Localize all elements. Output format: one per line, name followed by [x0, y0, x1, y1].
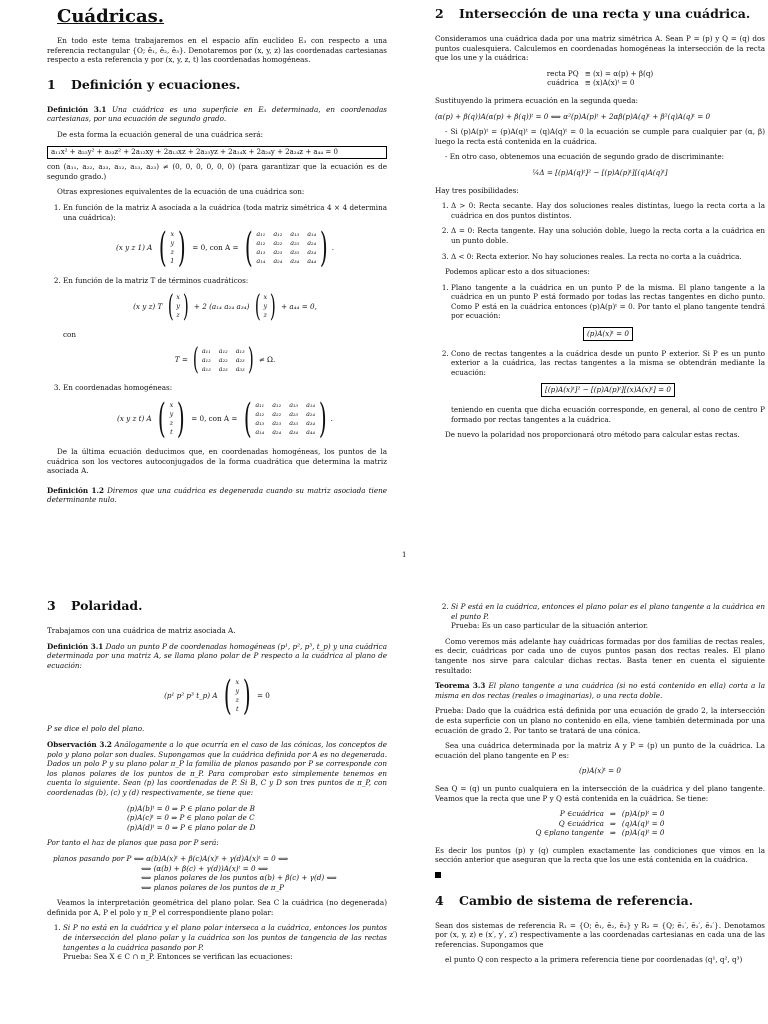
observation-3-2: Observación 3.2 Análogamente a lo que ocurría en el caso de las cónicas, los conceptos de polo y plano polar son duales. Supongamos que la cuádrica definida por A es no degenerada. Dados un polo P y su plano polar π_P la familia de planos pasando por P se corresponde con los planos polares de los puntos de π_P. Para comprobar esto simplemente tenemos en cuenta lo siguiente. Sean (p) las coordenadas de P. Si B, C y D son tres puntos de π_P, con coordenadas (b), (c) y (d) respectivamente, se tiene que:: [47, 739, 387, 797]
column-vector-entry: x: [176, 293, 180, 302]
column-vector: [170, 230, 174, 266]
column-vector-entry: z: [235, 696, 239, 705]
column-vector: [235, 678, 239, 714]
column-vector-entry: 1: [170, 257, 175, 266]
definition-1-2: Definición 1.2 Diremos que una cuádrica es degenerada cuando su matriz asociada tiene determinante nulo.: [47, 485, 387, 505]
equation-forms-list: [47, 202, 387, 442]
column-vector-entry: y: [170, 239, 175, 248]
column-vector-entry: t: [170, 427, 173, 436]
column-vector-entry: z: [263, 311, 267, 320]
general-equation-intro: De esta forma la ecuación general de una cuádrica será:: [57, 129, 264, 139]
matrix-A-entry: a₁₂: [273, 230, 283, 239]
interpretation-paragraph: Veamos la interpretación geométrica del plano polar. Sea C la cuádrica (no degenerada) definida por A, P el polo y π_P el correspondiente plano polar:: [47, 898, 387, 917]
section-2-heading: 2 Intersección de una recta y una cuádrica.: [435, 6, 751, 21]
polar-plane-equation: (p¹ p² p³ t_p) A ( x y z t ) = 0: [164, 673, 270, 720]
section-3-heading: 3 Polaridad.: [47, 598, 143, 613]
matrix-A-entry: a₄₄: [307, 257, 317, 266]
possibilities-list: [435, 201, 765, 261]
polaridad-note: De nuevo la polaridad nos proporcionará otro método para calcular estas rectas.: [445, 430, 740, 440]
matrix-A-entry: a₁₄: [307, 230, 317, 239]
homogeneous-equation: (x y z t) A ( x y z t ) = 0, con A = ( a₁₁ a₁₂ a₁₃ a₁₄ a₁₂ a₂₂ a₂₃ a₂₄ a₁₃ a₂₃ a₃₃ a₃₄ a₁₄ a₂₄ a₃₄ a₄₄ ) .: [117, 395, 333, 442]
matrix-A-entry: a₁₃: [290, 230, 300, 239]
matrix-A-entry: a₃₄: [289, 427, 299, 436]
matrix-T-entry: a₁₁: [201, 346, 211, 355]
column-vector-entry: y: [176, 302, 180, 311]
matrix-T-entry: a₁₂: [201, 355, 211, 364]
section-4-heading: 4 Cambio de sistema de referencia.: [435, 892, 694, 908]
matrix-A-entry: a₂₃: [290, 239, 300, 248]
matrix-A-entry: a₁₂: [272, 400, 282, 409]
matrix-A-entry: a₃₄: [290, 257, 300, 266]
intro-paragraph: En todo este tema trabajaremos en el espacio afín euclídeo E₃ con respecto a una referencia rectangular {O; ē₁, ē₂, ē₃}. Denotaremos por (x, y, z) las coordenadas cartesianas respecto a esta referencia y por (x, y, z, t) las coordenadas homogéneas.: [47, 36, 387, 65]
point-on-quadric-case: 2. Si P está en la cuádrica, entonces el plano polar es el plano tangente a la cuádrica en el punto P. Prueba: Es un caso particular de la situación anterior.: [451, 602, 765, 631]
matrix-T-entry: a₂₃: [235, 355, 245, 364]
conclusion-paragraph: Es decir los puntos (p) y (q) cumplen exactamente las condiciones que vimos en la sección anterior que aseguran que la recta que los une está contenida en la cuádrica.: [435, 845, 765, 865]
column-vector: [176, 293, 180, 320]
interpretation-list-cont: [435, 602, 765, 631]
situations-list: [435, 283, 765, 425]
section-4-cut-line: el punto Q con respecto a la primera referencia tiene por coordenadas (q¹, q², q³): [445, 955, 743, 965]
discriminant-equation: ¼Δ = [(p)A(q)ᵗ]² − [(p)A(p)ᵗ][(q)A(q)ᵗ]: [532, 167, 668, 177]
polar-conditions: (p)A(b)ᵗ = 0 ⇒ P ∈ plano polar de B (p)A(c)ᵗ = 0 ⇒ P ∈ plano polar de C (p)A(d)ᵗ = 0 ⇒ P ∈ plano polar de D: [127, 803, 256, 832]
right-column: [435, 4, 765, 446]
matrix-A-entry: a₂₃: [273, 248, 283, 257]
matrix-T: [202, 347, 245, 374]
matrix-A-entry: a₃₄: [306, 418, 316, 427]
families-paragraph: Como veremos más adelante hay cuádricas formadas por dos familias de rectas reales, es decir, cuádricas por cada uno de cuyos puntos pasan dos rectas reales. El plano tangente nos sirve para calcular dichas rectas. Basta tener en cuenta el siguiente resultado:: [435, 636, 765, 675]
matrix-T-entry: a₂₃: [218, 364, 228, 373]
matrix-T-entry: a₁₃: [201, 364, 211, 373]
column-vector-entry: z: [169, 418, 174, 427]
case-discriminant: - En otro caso, obtenemos una ecuación de segundo grado de discriminante:: [445, 152, 725, 162]
autoconjugate-paragraph: De la última ecuación deducimos que, en coordenadas homogéneas, los puntos de la cuádrica son los vectores autoconjugados de la forma cuadrática que determina la matriz asociada A.: [47, 446, 387, 476]
haz-intro: Por tanto el haz de planos que pasa por P será:: [47, 838, 219, 848]
matrix-A-entry: a₁₂: [255, 409, 265, 418]
matrix-A-entry: a₁₃: [255, 418, 265, 427]
tangent-plane-equation: (p)A(x)ᵗ = 0: [583, 327, 633, 341]
polo-text: P se dice el polo del plano.: [47, 724, 145, 734]
other-forms-intro: Otras expresiones equivalentes de la ecuación de una cuádrica son:: [57, 187, 305, 197]
column-vector-entry: y: [169, 409, 174, 418]
matrix-A: [256, 230, 316, 266]
column-vector-entry: x: [170, 230, 175, 239]
general-equation-box: a₁₁x² + a₂₂y² + a₃₃z² + 2a₁₂xy + 2a₁₃xz + 2a₂₃yz + 2a₁₄x + 2a₂₄y + 2a₃₄z + a₄₄ = 0: [47, 146, 387, 160]
haz-derivation: planos pasando por P ⟺ α(b)A(x)ᵗ + β(c)A(x)ᵗ + γ(d)A(x)ᵗ = 0 ⟺ ⟺ (α(b) + β(c) + γ(d))A(x)ᵗ = 0 ⟺ ⟺ planos polares de los puntos α(b) + β(c) + γ(d) ⟺ ⟺ planos polares de los puntos de π_P: [53, 853, 337, 892]
case-contained: - Si (p)A(p)ᵗ = (p)A(q)ᵗ = (q)A(q)ᵗ = 0 la ecuación se cumple para cualquier par (α, β) luego la recta está contenida en la cuádrica.: [435, 127, 765, 146]
tangent-cone-situation: 2. Cono de rectas tangentes a la cuádrica desde un punto P exterior. Si P es un punto exterior a la cuádrica, las rectas tangentes a la misma se obtendrán mediante la ecuación: [(p)A(x)ᵗ]² − [(p)A(p)ᵗ][(x)A(x)ᵗ] = 0 teniendo en cuenta que dicha ecuación corresponde, en general, al cono de centro P formado por rectas tangentes a la cuádrica.: [451, 349, 765, 425]
column-vector-entry: y: [235, 687, 240, 696]
column-vector-entry: z: [176, 311, 180, 320]
section-1-heading: 1 Definición y ecuaciones.: [47, 76, 241, 92]
tangent-cone-equation: [(p)A(x)ᵗ]² − [(p)A(p)ᵗ][(x)A(x)ᵗ] = 0: [541, 383, 675, 397]
two-situations: Podemos aplicar esto a dos situaciones:: [445, 267, 590, 277]
section-2-intro: Consideramos una cuádrica dada por una matriz simétrica A. Sean P = (p) y Q = (q) dos puntos cualesquiera. Calculemos en coordenadas homogéneas la intersección de la recta que los une y la cuádrica:: [435, 34, 765, 63]
form-matrix-T: 2. En función de la matriz T de términos cuadráticos: (x y z) T ( x y z ) + 2 (a₁₄ a₂₄ a₃₄) ( x y z ) + a₄₄ = 0, con T = ( a₁₁ a₁₂ a₁₃ a₁₂ a₂₂ a₂₃ a₁₃ a₂₃ a₃₃ ) ≠ Ω.: [63, 276, 387, 375]
matrix-A-entry: a₂₃: [289, 409, 299, 418]
matrix-A-entry: a₁₄: [255, 427, 265, 436]
secant-case: 1. Δ > 0: Recta secante. Hay dos soluciones reales distintas, luego la recta corta a la cuádrica en dos puntos distintos.: [451, 201, 765, 220]
matrix-A-entry: a₄₄: [306, 427, 316, 436]
column-vector-entry: x: [169, 400, 174, 409]
matrix-T-entry: a₁₂: [218, 346, 228, 355]
matrix-A-entry: a₁₂: [256, 239, 266, 248]
tangent-plane-eq-2: (p)A(x)ᵗ = 0: [579, 766, 621, 776]
matrix-A-entry: a₂₃: [272, 418, 282, 427]
column-vector-entry: t: [235, 705, 239, 714]
matrix-A-entry: a₂₄: [273, 257, 283, 266]
matrix-A-entry: a₃₃: [290, 248, 300, 257]
matrix-A-entry: a₁₃: [256, 248, 266, 257]
polarity-intro: Trabajamos con una cuádrica de matriz asociada A.: [47, 626, 236, 635]
substitution-text: Sustituyendo la primera ecuación en la segunda queda:: [435, 95, 638, 105]
tangent-plane-situation: 1. Plano tangente a la cuádrica en un punto P de la misma. El plano tangente a la cuádrica en un punto P está formado por todas las rectas tangentes en dicho punto. Como P está en la cuádrica entonces (p)A(p)ᵗ = 0. Por tanto el plano tangente tendrá por ecuación: (p)A(x)ᵗ = 0: [451, 283, 765, 341]
column-vector-entry: z: [170, 248, 174, 257]
column-vector: [170, 401, 174, 437]
matrix-A-entry: a₂₂: [272, 409, 282, 418]
left-column: [47, 4, 387, 511]
qed-square-icon: [435, 872, 441, 878]
matrix-A-equation: (x y z 1) A ( x y z 1 ) = 0, con A = ( a₁₁ a₁₂ a₁₃ a₁₄ a₁₂ a₂₂ a₂₃ a₂₄ a₁₃ a₂₃ a₃₃ a₃₄ a₁₄ a₂₄ a₃₄ a₄₄ ) .: [115, 225, 335, 272]
exterior-case: 3. Δ < 0: Recta exterior. No hay soluciones reales. La recta no corta a la cuádrica.: [451, 252, 765, 262]
interpretation-list: [47, 923, 387, 961]
left-column-2: [47, 592, 387, 968]
matrix-A-entry: a₂₄: [306, 409, 316, 418]
matrix-T-definition: T = ( a₁₁ a₁₂ a₁₃ a₁₂ a₂₂ a₂₃ a₁₃ a₂₃ a₃₃ ) ≠ Ω.: [174, 342, 276, 378]
matrix-A-entry: a₁₁: [256, 230, 266, 239]
section-4-text: Sean dos sistemas de referencia R₁ = {O; ē₁, ē₂, ē₃} y R₂ = {Q; ē₁′, ē₂′, ē₃′}. Denotamos por (x, y, z) e (x′, y′, z′) respectivamente a las coordenadas cartesianas en cada una de las referencias. Supongamos que: [435, 920, 765, 949]
matrix-A-entry: a₂₂: [273, 239, 283, 248]
right-column-2: [435, 602, 765, 971]
matrix-A-entry: a₃₃: [289, 418, 299, 427]
exterior-point-case: 1. Si P no está en la cuádrica y el plano polar interseca a la cuádrica, entonces los puntos de intersección del plano polar y la cuádrica son los puntos de tangencia de las rectas tangentes a la cuádrica pasando por P. Prueba: Sea X ∈ C ∩ π_P. Entonces se verifican las ecuaciones:: [63, 923, 387, 961]
theorem-proof: Prueba: Dado que la cuádrica está definida por una ecuación de grado 2, la intersección de esta superficie con un plano no contenido en ella, viene también determinada por una ecuación de grado 2. Por tanto se tratará de una cónica.: [435, 706, 765, 735]
matrix-A-entry: a₁₄: [306, 400, 316, 409]
column-vector-entry: x: [263, 293, 268, 302]
column-vector: [263, 293, 267, 320]
general-equation-condition: con (a₁₁, a₂₂, a₃₃, a₁₂, a₁₃, a₂₃) ≠ (0, 0, 0, 0, 0, 0) (para garantizar que la ecuación es de segundo grado.): [47, 162, 387, 181]
matrix-A-entry: a₂₄: [307, 239, 317, 248]
matrix-A: [255, 401, 315, 437]
matrix-T-entry: a₂₂: [218, 355, 228, 364]
theorem-3-3: Teorema 3.3 El plano tangente a una cuádrica (si no está contenido en ella) corta a la misma en dos rectas (reales o imaginarias), o una recta doble.: [435, 681, 765, 700]
conditions-table: P ∈cuádrica ⇒ (p)A(p)ᵗ = 0 Q ∈cuádrica ⇒ (q)A(q)ᵗ = 0 Q ∈plano tangente ⇒ (p)A(q)ᵗ = 0: [535, 809, 665, 838]
document-title: Cuádricas.: [57, 6, 165, 27]
matrix-A-entry: a₁₄: [256, 257, 266, 266]
tangent-plane-setup: Sea una cuádrica determinada por la matriz A y P = (p) un punto de la cuádrica. La ecuación del plano tangente en P es:: [435, 741, 765, 760]
form-homogeneous: 3. En coordenadas homogéneas: (x y z t) A ( x y z t ) = 0, con A = ( a₁₁ a₁₂ a₁₃ a₁₄ a₁₂ a₂₂ a₂₃ a₂₄ a₁₃ a₂₃ a₃₃ a₃₄ a₁₄ a₂₄ a₃₄ a₄₄ ) .: [63, 383, 387, 439]
column-vector-entry: y: [263, 302, 268, 311]
definition-3-1: Definición 3.1 Una cuádrica es una superficie en E₃ determinada, en coordenadas cartesianas, por una ecuación de segundo grado.: [47, 104, 387, 124]
matrix-A-entry: a₃₄: [307, 248, 317, 257]
con-label: con: [63, 329, 76, 339]
column-vector-entry: x: [235, 678, 240, 687]
three-possibilities: Hay tres posibilidades:: [435, 185, 519, 195]
definition-polar-plane: Definición 3.1 Dado un punto P de coordenadas homogéneas (p¹, p², p³, t_p) y una cuádrica determinada por una matriz A, se llama plano polar de P respecto a la cuádrica al plano de ecuación:: [47, 641, 387, 670]
matrix-A-entry: a₁₁: [255, 400, 265, 409]
matrix-T-entry: a₁₃: [235, 346, 245, 355]
matrix-T-equation: (x y z) T ( x y z ) + 2 (a₁₄ a₂₄ a₃₄) ( x y z ) + a₄₄ = 0,: [133, 288, 317, 324]
page-number: 1: [402, 551, 407, 559]
tangent-case: 2. Δ = 0: Recta tangente. Hay una solución doble, luego la recta corta a la cuádrica en un punto doble.: [451, 226, 765, 245]
document-page-2: [0, 590, 768, 1024]
form-matrix-A: 1. En función de la matriz A asociada a la cuádrica (toda matriz simétrica 4 × 4 determina una cuádrica): (x y z 1) A ( x y z 1 ) = 0, con A = ( a₁₁ a₁₂ a₁₃ a₁₄ a₁₂ a₂₂ a₂₃ a₂₄ a₁₃ a₂₃ a₃₃ a₃₄ a₁₄ a₂₄ a₃₄ a₄₄ ) .: [63, 203, 387, 268]
matrix-A-entry: a₂₄: [272, 427, 282, 436]
substitution-equation: (α(p) + β(q))A(α(p) + β(q))ᵗ = 0 ⟺ α²(p)A(p)ᵗ + 2αβ(p)A(q)ᵗ + β²(q)A(q)ᵗ = 0: [435, 111, 711, 121]
line-quadric-system: recta PQ ≡ (x) = α(p) + β(q) cuádrica ≡ (x)A(x)ᵗ = 0: [546, 68, 654, 88]
matrix-A-entry: a₁₃: [289, 400, 299, 409]
point-Q-paragraph: Sea Q = (q) un punto cualquiera en la intersección de la cuádrica y del plano tangente. Veamos que la recta que une P y Q está contenida en la cuádrica. Se tiene:: [435, 783, 765, 803]
matrix-T-entry: a₃₃: [235, 364, 245, 373]
